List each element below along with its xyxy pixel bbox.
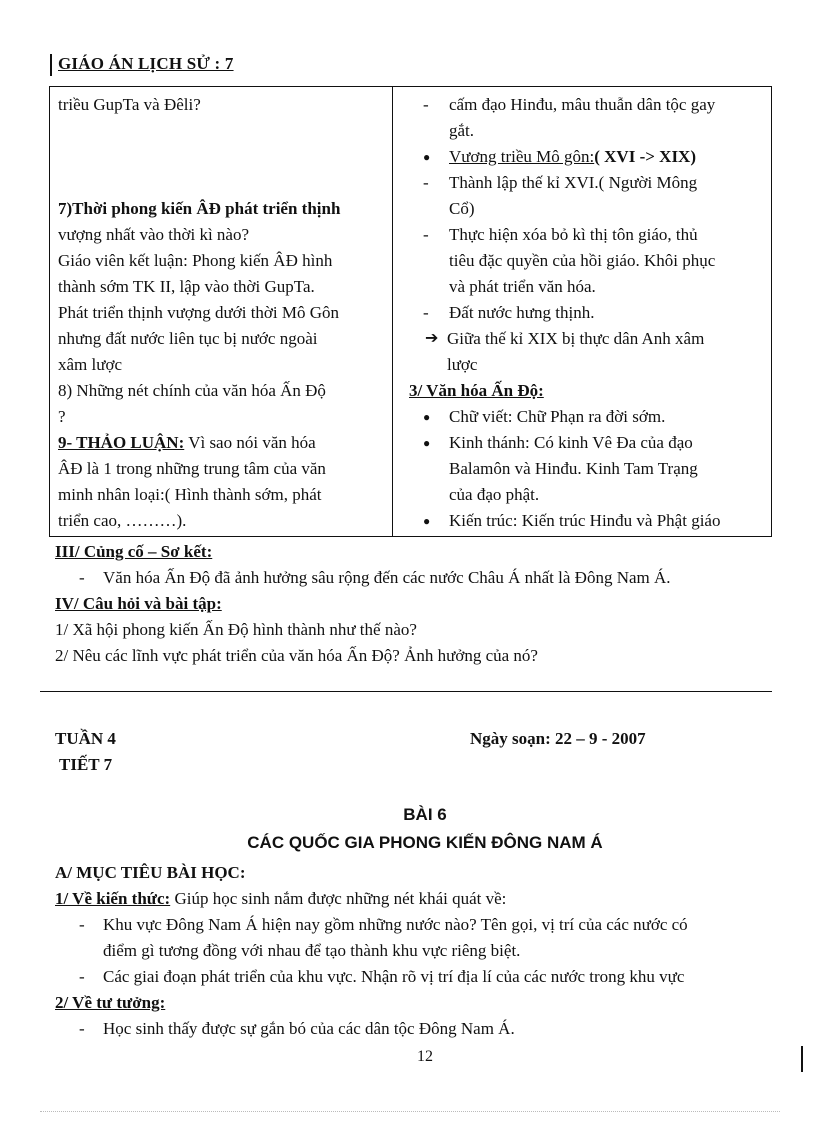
dash-marker: - [423, 225, 429, 244]
list-item [401, 326, 763, 378]
questions-title: IV/ Câu hỏi và bài tập: [55, 594, 222, 613]
item-text: Chữ viết: Chữ Phạn ra đời sớm. [449, 407, 666, 426]
conclusion-line: nhưng đất nước liên tục bị nước ngoài [58, 329, 318, 348]
conclusion-line: Phát triển thịnh vượng dưới thời Mô Gôn [58, 303, 340, 322]
divider [40, 691, 772, 692]
question-7: 7)Thời phong kiến ÂĐ phát triển thịnh [58, 199, 341, 218]
dash-marker: - [79, 568, 85, 587]
item-text: Các giai đoạn phát triển của khu vực. Nhận rõ vị trí địa lí của các nước trong khu vực [103, 967, 685, 986]
summary-line [55, 565, 785, 591]
item-text: và phát triển văn hóa. [449, 277, 596, 296]
dash-marker: - [79, 1019, 85, 1038]
bullet-icon: ● [423, 410, 431, 424]
knowledge-intro: Giúp học sinh nắm được những nét khái quát về: [170, 889, 507, 908]
discussion-text: Vì sao nói văn hóa [184, 433, 316, 452]
bottom-border [40, 1111, 780, 1112]
list-item [401, 144, 763, 170]
item-text: Thực hiện xóa bỏ kì thị tôn giáo, thủ [449, 225, 698, 244]
arrow-right-icon: ➔ [425, 330, 439, 347]
lesson-table [49, 86, 772, 537]
page-header [50, 54, 234, 76]
list-item [401, 222, 763, 300]
item-text: Đất nước hưng thịnh. [449, 303, 595, 322]
item-text: của đạo phật. [449, 485, 540, 504]
question-1: 1/ Xã hội phong kiến Ấn Độ hình thành như thế nào? [55, 620, 417, 639]
section-heading [401, 378, 763, 404]
list-item [401, 508, 763, 534]
bullet-icon: ● [423, 514, 431, 528]
dash-marker: - [423, 303, 429, 322]
header-title: GIÁO ÁN LỊCH SỬ : 7 [58, 54, 234, 73]
question-8-cont: ? [58, 407, 66, 426]
conclusion-line: Giáo viên kết luận: Phong kiến ÂĐ hình [58, 251, 333, 270]
bullet-icon: ● [423, 436, 431, 450]
dash-marker: - [423, 95, 429, 114]
bullet-icon: ● [423, 150, 431, 164]
lesson-number: BÀI 6 [403, 805, 447, 824]
discussion-line: ÂĐ là 1 trong những trung tâm của văn [58, 459, 326, 478]
date-label: Ngày soạn: 22 – 9 - 2007 [470, 729, 646, 748]
dash-marker: - [79, 967, 85, 986]
question-7-cont: vượng nhất vào thời kì nào? [58, 225, 250, 244]
mogon-title: Vương triều Mô gôn: [449, 147, 595, 166]
list-item [401, 300, 763, 326]
margin-bar [801, 1046, 803, 1072]
item-text: cấm đạo Hinđu, mâu thuẫn dân tộc gay [449, 95, 716, 114]
conclusion-line: xâm lược [58, 355, 122, 374]
week-label: TUẦN 4 [55, 729, 116, 748]
item-text: Khu vực Đông Nam Á hiện nay gồm những nước nào? Tên gọi, vị trí của các nước có [103, 915, 688, 934]
item-text: Học sinh thấy được sự gắn bó của các dân tộc Đông Nam Á. [103, 1019, 515, 1038]
table-row [50, 87, 772, 537]
page-number: 12 [417, 1048, 433, 1065]
conclusion-line: thành sớm TK II, lập vào thời GupTa. [58, 277, 315, 296]
table-right-column [393, 87, 772, 537]
section-3-title: 3/ Văn hóa Ấn Độ: [409, 381, 544, 400]
item-text: Thành lập thế kỉ XVI.( Người Mông [449, 173, 698, 192]
item-text: lược [447, 355, 478, 374]
discussion-heading: 9- THẢO LUẬN: [58, 433, 185, 452]
item-text: gắt. [449, 121, 475, 140]
question-8: 8) Những nét chính của văn hóa Ấn Độ [58, 381, 326, 400]
attitude-title: 2/ Về tư tưởng: [55, 993, 166, 1012]
list-item [401, 430, 763, 508]
list-item [55, 912, 785, 938]
table-left-column [50, 87, 393, 537]
item-text: Balamôn và Hinđu. Kinh Tam Trạng [449, 459, 698, 478]
item-text: tiêu đặc quyền của hồi giáo. Khôi phục [449, 251, 716, 270]
item-text [449, 144, 763, 170]
goals-title: A/ MỤC TIÊU BÀI HỌC: [55, 863, 246, 882]
question-2: 2/ Nêu các lĩnh vực phát triển của văn hóa Ấn Độ? Ảnh hưởng của nó? [55, 646, 538, 665]
item-text: điểm gì tương đồng với nhau để tạo thành khu vực riêng biệt. [103, 941, 521, 960]
dash-marker: - [79, 915, 85, 934]
list-item [401, 404, 763, 430]
knowledge-line [55, 886, 785, 912]
list-item [55, 964, 785, 990]
period-label: TIẾT 7 [59, 755, 113, 774]
list-item [401, 92, 763, 144]
mogon-range: ( XVI -> XIX) [594, 147, 696, 166]
list-item [55, 1016, 785, 1042]
list-item [55, 938, 785, 964]
knowledge-title: 1/ Về kiến thức: [55, 889, 171, 908]
lesson-title: CÁC QUỐC GIA PHONG KIẾN ĐÔNG NAM Á [247, 833, 603, 852]
item-text: Giữa thế kỉ XIX bị thực dân Anh xâm [447, 329, 705, 348]
discussion-line: minh nhân loại:( Hình thành sớm, phát [58, 485, 322, 504]
discussion-line [58, 430, 384, 456]
item-text: Kinh thánh: Có kinh Vê Đa của đạo [449, 433, 693, 452]
summary-text: Văn hóa Ấn Độ đã ảnh hưởng sâu rộng đến các nước Châu Á nhất là Đông Nam Á. [103, 568, 671, 587]
item-text: Cổ) [449, 199, 475, 218]
list-item [401, 170, 763, 222]
goals-section [55, 860, 785, 1042]
dash-marker: - [423, 173, 429, 192]
item-text: Kiến trúc: Kiến trúc Hinđu và Phật giáo [449, 511, 721, 530]
summary-title: III/ Củng cố – Sơ kết: [55, 542, 213, 561]
spacer [58, 118, 384, 196]
left-line: triều GupTa và Đêli? [58, 95, 201, 114]
discussion-line: triển cao, ………). [58, 511, 187, 530]
summary-section [55, 539, 785, 669]
